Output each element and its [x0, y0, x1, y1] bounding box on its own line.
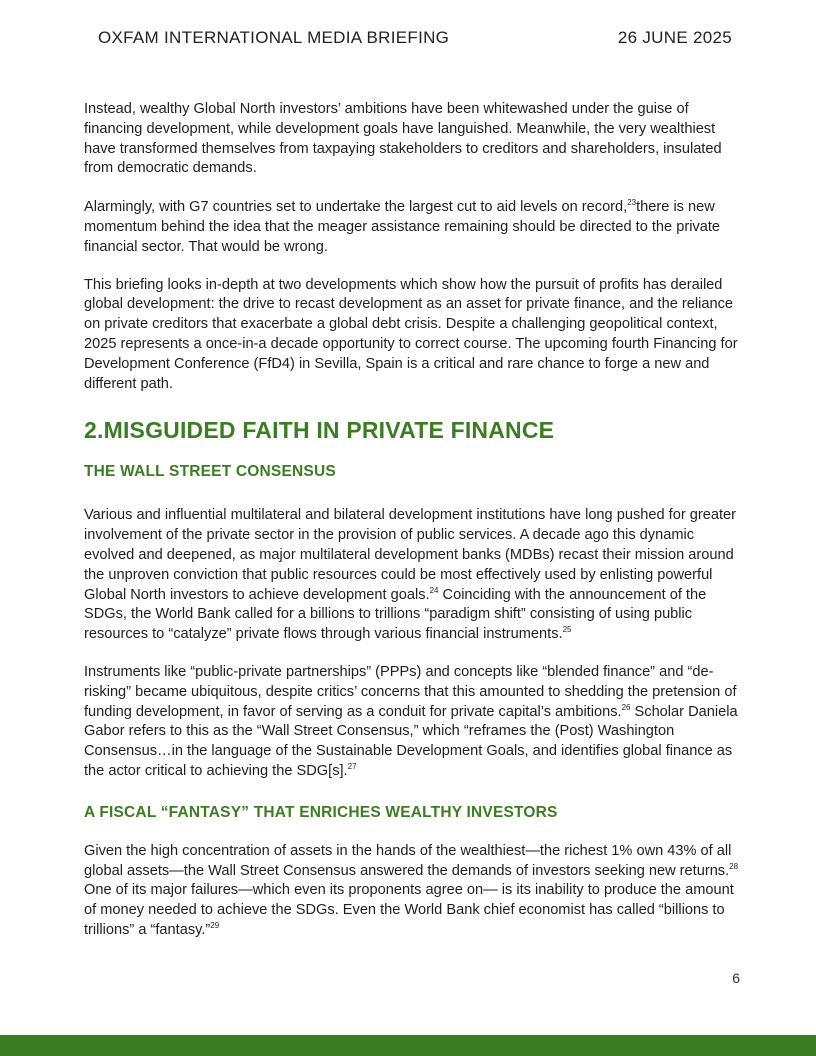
page-content — [84, 100, 744, 941]
footnote-ref: 25 — [562, 625, 572, 635]
page-header — [98, 28, 732, 48]
paragraph-text: there is new momentum behind the idea that the meager assistance remaining should be directed to the private financial sector. That would be wrong. — [84, 199, 721, 255]
header-date: 26 JUNE 2025 — [617, 28, 732, 47]
footer-bar — [0, 1035, 816, 1056]
paragraph — [84, 842, 744, 941]
paragraph-text: Instruments like “public-private partnerships” (PPPs) and concepts like “blended finance” and “de-risking” became ubiquitous, despite critics’ concerns that this amounted to shedding the pretension of funding development, in favor of serving as a conduit for private capital’s ambitions. — [84, 663, 737, 720]
paragraph-text: Given the high concentration of assets in the hands of the wealthiest—the richest 1% own 43% of all global assets—the Wall Street Consensus answered the demands of investors seeking new returns. — [84, 842, 732, 879]
paragraph-text: Coinciding with the announcement of the SDGs, the World Bank called for a billions to trillions “paradigm shift” consisting of using public resources to “catalyze” private flows through various financial instruments. — [84, 586, 707, 643]
footnote-ref: 24 — [429, 585, 439, 595]
footnote-ref: 27 — [347, 761, 357, 771]
paragraph: Instead, wealthy Global North investors’ ambitions have been whitewashed under the guise of financing development, while development goals have languished. Meanwhile, the very wealthiest have transformed themselves from taxpaying stakeholders to creditors and shareholders, insulated from democratic demands. — [84, 101, 722, 177]
subsection-heading: THE WALL STREET CONSENSUS — [84, 463, 336, 481]
footnote-ref: 23 — [627, 198, 637, 208]
section-heading: 2.MISGUIDED FAITH IN PRIVATE FINANCE — [84, 417, 555, 444]
paragraph-text: Alarmingly, with G7 countries set to undertake the largest cut to aid levels on record, — [84, 199, 628, 216]
paragraph — [84, 198, 744, 257]
paragraph-text: One of its major failures—which even its proponents agree on— is its inability to produce the amount of money needed to achieve the SDGs. Even the World Bank chief economist has called “billions to trillions” a “fantasy.” — [84, 882, 734, 938]
paragraph — [84, 506, 744, 645]
footnote-ref: 28 — [729, 861, 739, 871]
paragraph-text: Scholar Daniela Gabor refers to this as the “Wall Street Consensus,” which “reframes the (Post) Washington Consensus…in the language of the Sustainable Development Goals, and identifies global finance as the actor critical to achieving the SDG[s]. — [84, 703, 738, 779]
footnote-ref: 29 — [210, 920, 220, 930]
footnote-ref: 26 — [621, 702, 631, 712]
paragraph — [84, 663, 744, 782]
page-number: 6 — [732, 970, 740, 986]
subsection-heading: A FISCAL “FANTASY” THAT ENRICHES WEALTHY INVESTORS — [84, 803, 558, 821]
header-title: OXFAM INTERNATIONAL MEDIA BRIEFING — [98, 28, 450, 47]
paragraph-text: Various and influential multilateral and bilateral development institutions have long pushed for greater involvement of the private sector in the provision of public services. A decade ago this dynamic evolved and deepened, as major multilateral development banks (MDBs) recast their mission around the unproven conviction that public resources could be most effectively used by enlisting powerful Global North investors to achieve development goals. — [84, 507, 736, 603]
paragraph: This briefing looks in-depth at two developments which show how the pursuit of profits has derailed global development: the drive to recast development as an asset for private finance, and the reliance on private creditors that exacerbate a global debt crisis. Despite a challenging geopolitical context, 2025 represents a once-in-a decade opportunity to correct course. The upcoming fourth Financing for Development Conference (FfD4) in Sevilla, Spain is a critical and rare chance to forge a new and different path. — [84, 276, 738, 392]
